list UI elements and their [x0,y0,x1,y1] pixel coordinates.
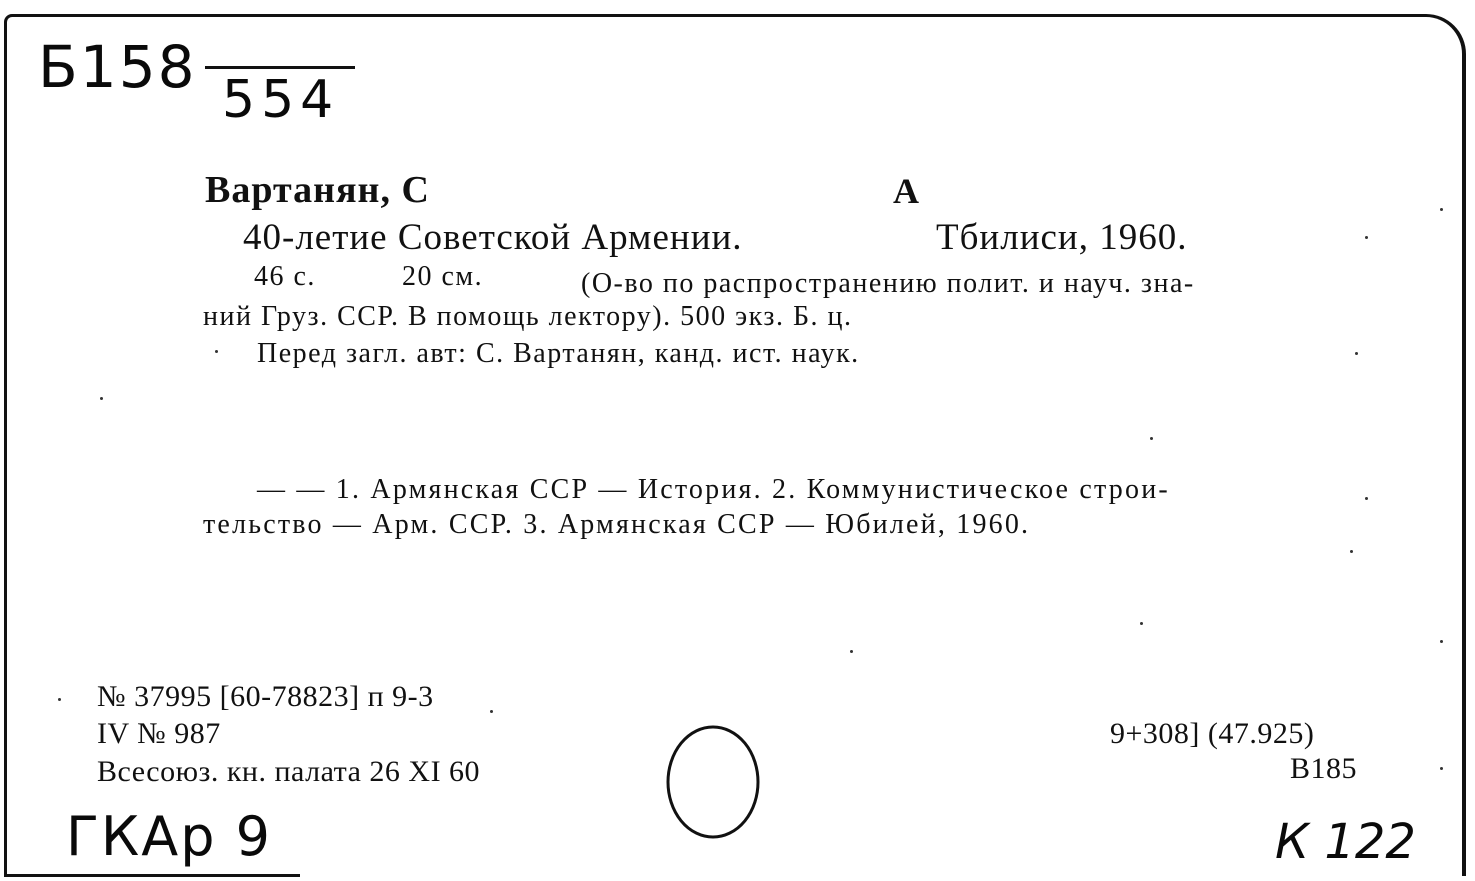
subject-headings-line-2: тельство — Арм. ССР. 3. Армянская ССР — Юбилей, 1960. [203,509,1031,540]
handwritten-corner-note: К 122 [1275,814,1416,870]
speck [1365,236,1368,239]
speck [1440,208,1443,211]
punch-hole-oval [660,722,770,842]
call-number-top: Б158 [38,33,197,101]
speck [1440,640,1443,643]
place-year: Тбилиси, 1960. [936,217,1188,258]
footer-volume-number: IV № 987 [97,717,221,750]
speck [100,397,103,400]
card-bottom-edge [4,874,300,877]
description-pages: 46 с. [254,261,316,292]
description-author-note: Перед загл. авт: С. Вартанян, канд. ист. наук. [257,338,860,369]
speck [1350,550,1353,553]
call-number-bottom: 554 [222,70,340,130]
call-number-fraction-line [205,66,355,69]
footer-author-mark: В185 [1290,752,1358,785]
description-series: (О-во по распространению полит. и науч. зна- [581,268,1195,299]
speck [1355,352,1358,355]
speck [1150,437,1153,440]
book-title: 40-летие Советской Армении. [243,217,743,258]
speck [58,698,61,701]
speck [850,650,853,653]
footer-registration-number: № 37995 [60-78823] п 9-3 [97,680,434,713]
author-initial-mark: А [893,171,919,211]
footer-classification: 9+308] (47.925) [1110,717,1315,750]
speck [1140,622,1143,625]
description-size: 20 см. [402,261,484,292]
speck [490,710,493,713]
description-line-2: ний Груз. ССР. В помощь лектору). 500 экз. Б. ц. [203,301,853,332]
author-name: Вартанян, С [205,169,430,211]
footer-chamber-date: Всесоюз. кн. палата 26 XI 60 [97,755,481,788]
handwritten-shelf-note: ГКАр 9 [66,805,273,868]
speck [1440,767,1443,770]
speck [215,350,218,353]
subject-headings-line-1: — — 1. Армянская ССР — История. 2. Коммунистическое строи- [257,474,1170,505]
speck [1365,497,1368,500]
